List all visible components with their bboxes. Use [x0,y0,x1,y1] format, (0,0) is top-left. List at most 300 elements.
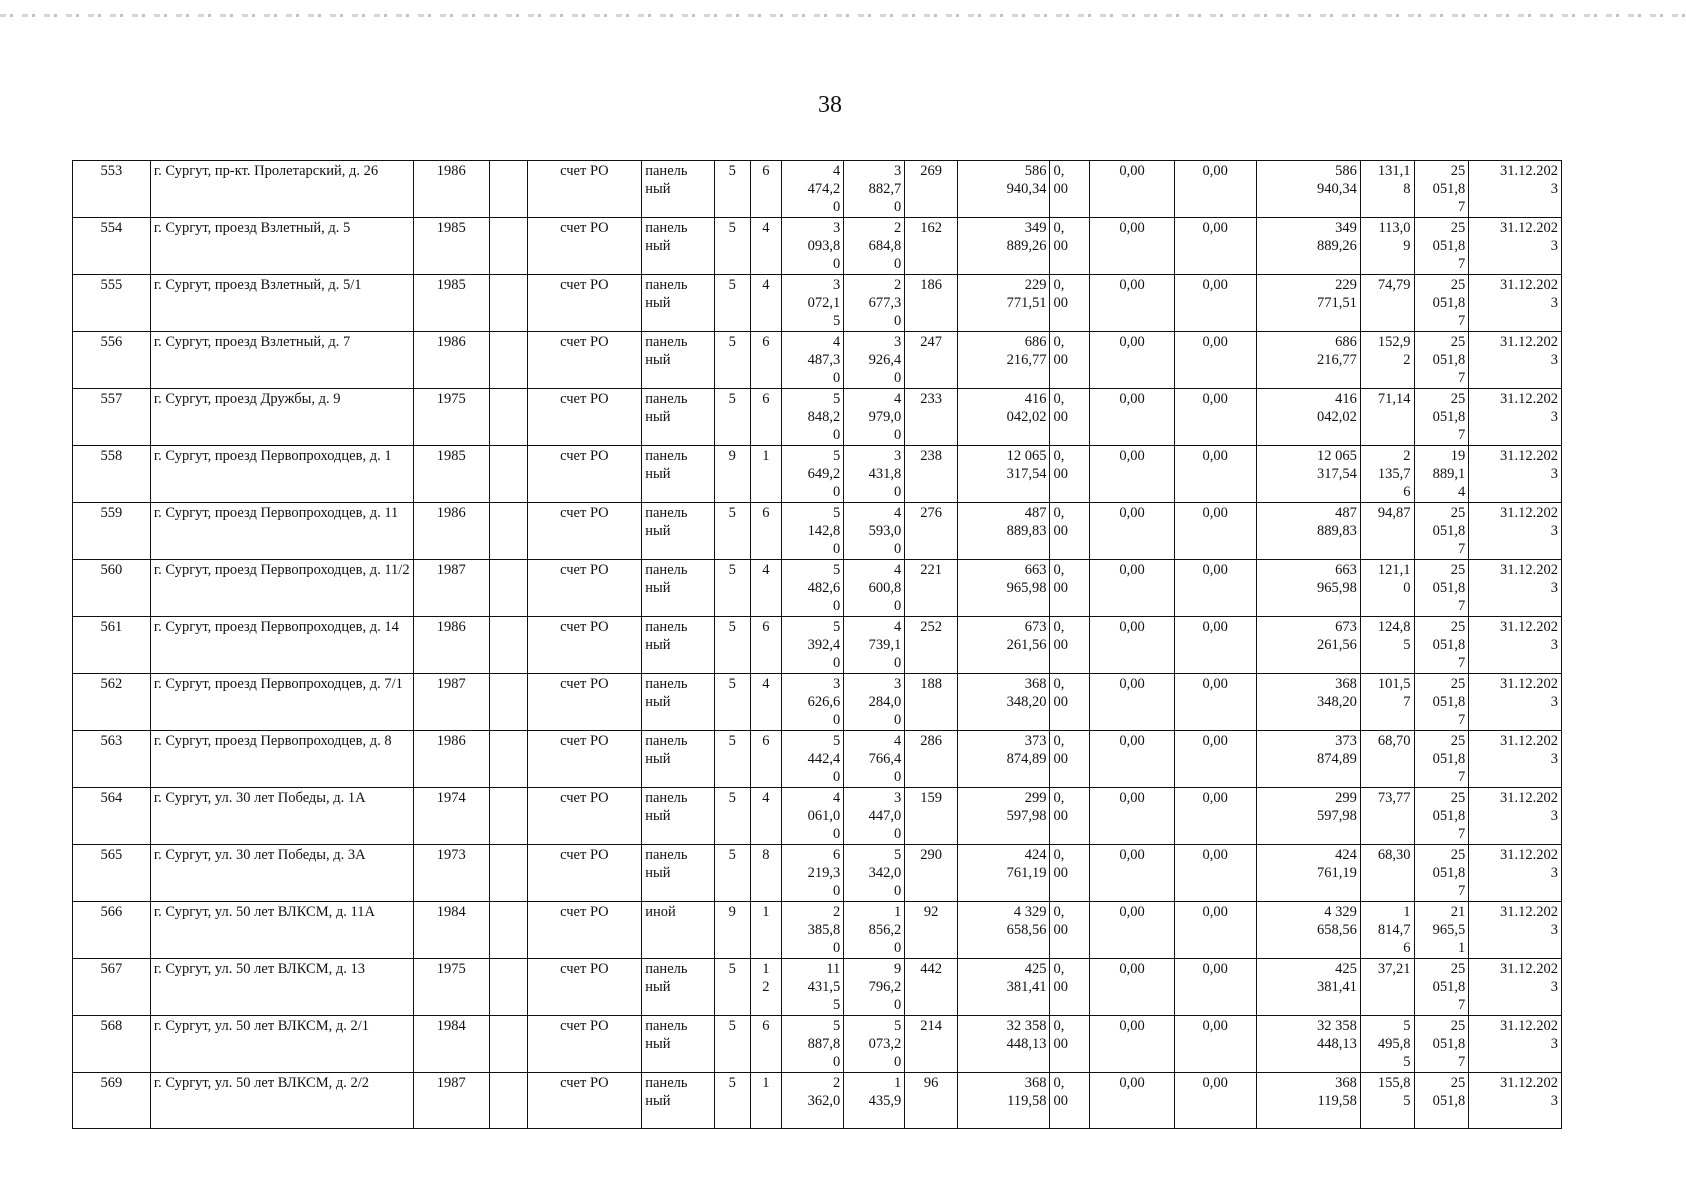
cell-method: счет РО [527,332,642,389]
cell-year: 1984 [413,902,489,959]
cell-residents: 442 [905,959,958,1016]
cell-cost-d: 487 889,83 [1256,503,1360,560]
cell-num: 566 [73,902,151,959]
cell-address: г. Сургут, ул. 50 лет ВЛКСМ, д. 2/2 [150,1073,413,1129]
cell-cost-d: 373 874,89 [1256,731,1360,788]
cell-material: панель ный [642,218,715,275]
cell-cost-a: 0, 00 [1050,389,1090,446]
cell-material: панель ный [642,731,715,788]
cell-cost-a: 0, 00 [1050,161,1090,218]
cell-address: г. Сургут, проезд Первопроходцев, д. 11 [150,503,413,560]
cell-cost-d: 368 119,58 [1256,1073,1360,1129]
cell-blank [489,275,527,332]
cell-blank [489,446,527,503]
cell-cost-d: 299 597,98 [1256,788,1360,845]
table-body [73,161,1562,1129]
cell-cost-c: 0,00 [1174,389,1256,446]
cell-cost-b: 0,00 [1090,332,1174,389]
cell-cost-total: 12 065 317,54 [957,446,1050,503]
cell-cost-total: 4 329 658,56 [957,902,1050,959]
cell-cost-total: 299 597,98 [957,788,1050,845]
cell-area-living: 2 677,3 0 [844,275,905,332]
cell-residents: 162 [905,218,958,275]
table-row [73,845,1562,902]
cell-year: 1986 [413,617,489,674]
cell-year: 1984 [413,1016,489,1073]
cell-num: 557 [73,389,151,446]
cell-residents: 269 [905,161,958,218]
cell-residents: 276 [905,503,958,560]
cell-cost-total: 229 771,51 [957,275,1050,332]
table-row [73,389,1562,446]
cell-cost-total: 673 261,56 [957,617,1050,674]
cell-method: счет РО [527,218,642,275]
cell-residents: 286 [905,731,958,788]
table-row [73,674,1562,731]
cell-year: 1987 [413,560,489,617]
cell-address: г. Сургут, проезд Взлетный, д. 5/1 [150,275,413,332]
table-row [73,1073,1562,1129]
cell-material: панель ный [642,275,715,332]
cell-method: счет РО [527,959,642,1016]
table-row [73,731,1562,788]
cell-residents: 96 [905,1073,958,1129]
cell-material: панель ный [642,503,715,560]
cell-area-living: 1 435,9 [844,1073,905,1129]
scan-edge-noise [0,14,1686,17]
cell-entrances: 4 [750,674,782,731]
cell-date: 31.12.202 3 [1469,1016,1562,1073]
cell-method: счет РО [527,731,642,788]
cell-floors: 5 [714,275,750,332]
cell-area-living: 4 593,0 0 [844,503,905,560]
cell-cost-b: 0,00 [1090,389,1174,446]
cell-cost-per-m2: 101,5 7 [1360,674,1414,731]
cell-residents: 247 [905,332,958,389]
cell-year: 1985 [413,218,489,275]
cell-cost-c: 0,00 [1174,617,1256,674]
cell-blank [489,218,527,275]
cell-limit: 25 051,8 7 [1414,788,1469,845]
cell-residents: 290 [905,845,958,902]
cell-date: 31.12.202 3 [1469,617,1562,674]
cell-entrances: 4 [750,788,782,845]
cell-year: 1985 [413,275,489,332]
cell-cost-per-m2: 155,8 5 [1360,1073,1414,1129]
cell-cost-d: 229 771,51 [1256,275,1360,332]
table-row [73,503,1562,560]
cell-year: 1987 [413,1073,489,1129]
cell-limit: 25 051,8 7 [1414,389,1469,446]
cell-entrances: 6 [750,1016,782,1073]
cell-method: счет РО [527,788,642,845]
cell-num: 553 [73,161,151,218]
cell-cost-c: 0,00 [1174,503,1256,560]
cell-area-total: 2 362,0 [782,1073,844,1129]
cell-cost-total: 487 889,83 [957,503,1050,560]
cell-cost-b: 0,00 [1090,161,1174,218]
cell-date: 31.12.202 3 [1469,161,1562,218]
cell-limit: 25 051,8 7 [1414,332,1469,389]
cell-num: 568 [73,1016,151,1073]
cell-entrances: 6 [750,161,782,218]
cell-floors: 5 [714,218,750,275]
cell-material: панель ный [642,332,715,389]
cell-cost-d: 349 889,26 [1256,218,1360,275]
cell-floors: 9 [714,446,750,503]
cell-method: счет РО [527,161,642,218]
cell-num: 558 [73,446,151,503]
cell-material: панель ный [642,1073,715,1129]
cell-address: г. Сургут, ул. 50 лет ВЛКСМ, д. 11А [150,902,413,959]
cell-area-total: 2 385,8 0 [782,902,844,959]
cell-method: счет РО [527,275,642,332]
cell-area-living: 3 926,4 0 [844,332,905,389]
cell-num: 565 [73,845,151,902]
cell-residents: 221 [905,560,958,617]
cell-area-living: 3 284,0 0 [844,674,905,731]
cell-area-living: 9 796,2 0 [844,959,905,1016]
cell-area-living: 4 739,1 0 [844,617,905,674]
cell-blank [489,1073,527,1129]
cell-limit: 25 051,8 [1414,1073,1469,1129]
cell-method: счет РО [527,503,642,560]
cell-residents: 188 [905,674,958,731]
cell-cost-c: 0,00 [1174,275,1256,332]
cell-area-living: 4 979,0 0 [844,389,905,446]
cell-address: г. Сургут, ул. 50 лет ВЛКСМ, д. 13 [150,959,413,1016]
cell-cost-d: 586 940,34 [1256,161,1360,218]
cell-method: счет РО [527,902,642,959]
cell-cost-c: 0,00 [1174,1016,1256,1073]
cell-address: г. Сургут, ул. 30 лет Победы, д. 1А [150,788,413,845]
cell-year: 1986 [413,503,489,560]
cell-date: 31.12.202 3 [1469,731,1562,788]
cell-method: счет РО [527,446,642,503]
table-row [73,788,1562,845]
cell-area-total: 4 061,0 0 [782,788,844,845]
cell-date: 31.12.202 3 [1469,275,1562,332]
cell-num: 559 [73,503,151,560]
cell-blank [489,503,527,560]
cell-num: 556 [73,332,151,389]
cell-cost-per-m2: 74,79 [1360,275,1414,332]
cell-area-total: 5 848,2 0 [782,389,844,446]
cell-floors: 9 [714,902,750,959]
cell-cost-c: 0,00 [1174,674,1256,731]
cell-cost-c: 0,00 [1174,845,1256,902]
cell-date: 31.12.202 3 [1469,389,1562,446]
cell-method: счет РО [527,1073,642,1129]
table-row [73,560,1562,617]
cell-cost-total: 416 042,02 [957,389,1050,446]
cell-cost-c: 0,00 [1174,218,1256,275]
cell-cost-b: 0,00 [1090,560,1174,617]
cell-method: счет РО [527,617,642,674]
cell-area-total: 6 219,3 0 [782,845,844,902]
cell-num: 555 [73,275,151,332]
cell-cost-total: 32 358 448,13 [957,1016,1050,1073]
cell-material: панель ный [642,560,715,617]
cell-material: панель ный [642,674,715,731]
cell-date: 31.12.202 3 [1469,959,1562,1016]
cell-cost-b: 0,00 [1090,959,1174,1016]
cell-entrances: 1 [750,446,782,503]
cell-num: 564 [73,788,151,845]
cell-cost-d: 368 348,20 [1256,674,1360,731]
cell-num: 561 [73,617,151,674]
cell-address: г. Сургут, проезд Взлетный, д. 5 [150,218,413,275]
cell-entrances: 8 [750,845,782,902]
cell-area-total: 3 626,6 0 [782,674,844,731]
cell-area-total: 11 431,5 5 [782,959,844,1016]
cell-method: счет РО [527,389,642,446]
cell-blank [489,731,527,788]
cell-area-living: 3 882,7 0 [844,161,905,218]
cell-area-living: 4 766,4 0 [844,731,905,788]
cell-material: панель ный [642,617,715,674]
cell-entrances: 1 [750,1073,782,1129]
cell-cost-a: 0, 00 [1050,1073,1090,1129]
cell-date: 31.12.202 3 [1469,788,1562,845]
cell-year: 1974 [413,788,489,845]
cell-blank [489,788,527,845]
table-row [73,161,1562,218]
cell-cost-c: 0,00 [1174,959,1256,1016]
table-row [73,446,1562,503]
cell-date: 31.12.202 3 [1469,503,1562,560]
cell-cost-b: 0,00 [1090,218,1174,275]
cell-address: г. Сургут, проезд Дружбы, д. 9 [150,389,413,446]
cell-cost-a: 0, 00 [1050,959,1090,1016]
cell-area-living: 5 342,0 0 [844,845,905,902]
cell-address: г. Сургут, проезд Взлетный, д. 7 [150,332,413,389]
table-row [73,332,1562,389]
cell-floors: 5 [714,845,750,902]
cell-date: 31.12.202 3 [1469,560,1562,617]
cell-limit: 25 051,8 7 [1414,503,1469,560]
cell-year: 1986 [413,731,489,788]
cell-entrances: 6 [750,332,782,389]
cell-cost-b: 0,00 [1090,674,1174,731]
table-row [73,617,1562,674]
cell-floors: 5 [714,959,750,1016]
cell-blank [489,1016,527,1073]
cell-cost-total: 586 940,34 [957,161,1050,218]
cell-method: счет РО [527,674,642,731]
cell-entrances: 1 2 [750,959,782,1016]
cell-method: счет РО [527,560,642,617]
cell-blank [489,332,527,389]
cell-cost-per-m2: 37,21 [1360,959,1414,1016]
cell-method: счет РО [527,1016,642,1073]
cell-cost-per-m2: 71,14 [1360,389,1414,446]
cell-blank [489,560,527,617]
cell-cost-total: 373 874,89 [957,731,1050,788]
cell-material: панель ный [642,845,715,902]
cell-cost-d: 4 329 658,56 [1256,902,1360,959]
cell-entrances: 4 [750,275,782,332]
cell-entrances: 1 [750,902,782,959]
cell-entrances: 4 [750,218,782,275]
cell-limit: 25 051,8 7 [1414,674,1469,731]
cell-cost-d: 12 065 317,54 [1256,446,1360,503]
cell-cost-d: 663 965,98 [1256,560,1360,617]
cell-area-living: 1 856,2 0 [844,902,905,959]
cell-cost-d: 32 358 448,13 [1256,1016,1360,1073]
cell-limit: 25 051,8 7 [1414,161,1469,218]
cell-limit: 25 051,8 7 [1414,218,1469,275]
cell-year: 1986 [413,161,489,218]
cell-blank [489,845,527,902]
cell-cost-total: 425 381,41 [957,959,1050,1016]
cell-date: 31.12.202 3 [1469,332,1562,389]
cell-limit: 25 051,8 7 [1414,1016,1469,1073]
cell-area-total: 4 487,3 0 [782,332,844,389]
cell-limit: 25 051,8 7 [1414,617,1469,674]
cell-cost-per-m2: 152,9 2 [1360,332,1414,389]
cell-date: 31.12.202 3 [1469,845,1562,902]
cell-area-total: 5 482,6 0 [782,560,844,617]
cell-cost-per-m2: 94,87 [1360,503,1414,560]
cell-cost-c: 0,00 [1174,332,1256,389]
cell-year: 1975 [413,389,489,446]
cell-cost-b: 0,00 [1090,902,1174,959]
cell-blank [489,674,527,731]
cell-cost-b: 0,00 [1090,275,1174,332]
cell-date: 31.12.202 3 [1469,674,1562,731]
cell-address: г. Сургут, пр-кт. Пролетарский, д. 26 [150,161,413,218]
cell-limit: 25 051,8 7 [1414,560,1469,617]
cell-residents: 252 [905,617,958,674]
cell-residents: 233 [905,389,958,446]
cell-material: иной [642,902,715,959]
cell-entrances: 6 [750,503,782,560]
cell-cost-per-m2: 73,77 [1360,788,1414,845]
cell-blank [489,617,527,674]
cell-cost-a: 0, 00 [1050,731,1090,788]
cell-floors: 5 [714,788,750,845]
cell-floors: 5 [714,1016,750,1073]
cell-area-total: 5 442,4 0 [782,731,844,788]
cell-entrances: 6 [750,617,782,674]
cell-date: 31.12.202 3 [1469,218,1562,275]
cell-limit: 25 051,8 7 [1414,959,1469,1016]
cell-floors: 5 [714,389,750,446]
cell-year: 1987 [413,674,489,731]
cell-num: 560 [73,560,151,617]
cell-cost-b: 0,00 [1090,617,1174,674]
cell-cost-total: 663 965,98 [957,560,1050,617]
cell-floors: 5 [714,560,750,617]
cell-cost-c: 0,00 [1174,446,1256,503]
cell-residents: 159 [905,788,958,845]
table-row [73,218,1562,275]
cell-cost-b: 0,00 [1090,503,1174,560]
cell-cost-a: 0, 00 [1050,332,1090,389]
cell-cost-d: 686 216,77 [1256,332,1360,389]
cell-date: 31.12.202 3 [1469,902,1562,959]
cell-cost-a: 0, 00 [1050,560,1090,617]
cell-cost-c: 0,00 [1174,788,1256,845]
houses-table [72,160,1562,1129]
cell-material: панель ный [642,959,715,1016]
cell-cost-a: 0, 00 [1050,674,1090,731]
cell-cost-per-m2: 68,70 [1360,731,1414,788]
cell-cost-d: 673 261,56 [1256,617,1360,674]
cell-cost-d: 416 042,02 [1256,389,1360,446]
cell-cost-per-m2: 113,0 9 [1360,218,1414,275]
cell-floors: 5 [714,617,750,674]
cell-blank [489,959,527,1016]
cell-cost-total: 349 889,26 [957,218,1050,275]
cell-cost-c: 0,00 [1174,902,1256,959]
cell-material: панель ный [642,788,715,845]
cell-cost-a: 0, 00 [1050,845,1090,902]
cell-floors: 5 [714,674,750,731]
cell-material: панель ный [642,446,715,503]
cell-cost-a: 0, 00 [1050,503,1090,560]
cell-cost-b: 0,00 [1090,845,1174,902]
cell-cost-b: 0,00 [1090,788,1174,845]
cell-address: г. Сургут, ул. 30 лет Победы, д. 3А [150,845,413,902]
cell-year: 1986 [413,332,489,389]
cell-limit: 25 051,8 7 [1414,731,1469,788]
cell-limit: 21 965,5 1 [1414,902,1469,959]
cell-cost-d: 425 381,41 [1256,959,1360,1016]
table-row [73,275,1562,332]
table-row [73,959,1562,1016]
cell-address: г. Сургут, проезд Первопроходцев, д. 14 [150,617,413,674]
cell-cost-c: 0,00 [1174,1073,1256,1129]
cell-year: 1985 [413,446,489,503]
cell-limit: 25 051,8 7 [1414,275,1469,332]
cell-address: г. Сургут, проезд Первопроходцев, д. 7/1 [150,674,413,731]
page-number: 38 [818,92,842,118]
cell-area-total: 5 887,8 0 [782,1016,844,1073]
cell-cost-b: 0,00 [1090,446,1174,503]
cell-cost-per-m2: 68,30 [1360,845,1414,902]
cell-date: 31.12.202 3 [1469,446,1562,503]
cell-num: 554 [73,218,151,275]
cell-cost-total: 424 761,19 [957,845,1050,902]
cell-cost-c: 0,00 [1174,161,1256,218]
cell-cost-b: 0,00 [1090,1073,1174,1129]
cell-cost-per-m2: 2 135,7 6 [1360,446,1414,503]
cell-num: 562 [73,674,151,731]
cell-cost-a: 0, 00 [1050,275,1090,332]
cell-date: 31.12.202 3 [1469,1073,1562,1129]
cell-floors: 5 [714,332,750,389]
cell-address: г. Сургут, проезд Первопроходцев, д. 8 [150,731,413,788]
cell-floors: 5 [714,503,750,560]
cell-cost-d: 424 761,19 [1256,845,1360,902]
cell-floors: 5 [714,161,750,218]
cell-cost-a: 0, 00 [1050,617,1090,674]
cell-address: г. Сургут, проезд Первопроходцев, д. 1 [150,446,413,503]
cell-residents: 238 [905,446,958,503]
table-row [73,1016,1562,1073]
cell-entrances: 6 [750,389,782,446]
cell-area-living: 3 447,0 0 [844,788,905,845]
cell-cost-b: 0,00 [1090,731,1174,788]
cell-blank [489,161,527,218]
cell-method: счет РО [527,845,642,902]
cell-cost-total: 368 348,20 [957,674,1050,731]
cell-cost-total: 686 216,77 [957,332,1050,389]
cell-address: г. Сургут, ул. 50 лет ВЛКСМ, д. 2/1 [150,1016,413,1073]
cell-cost-a: 0, 00 [1050,218,1090,275]
